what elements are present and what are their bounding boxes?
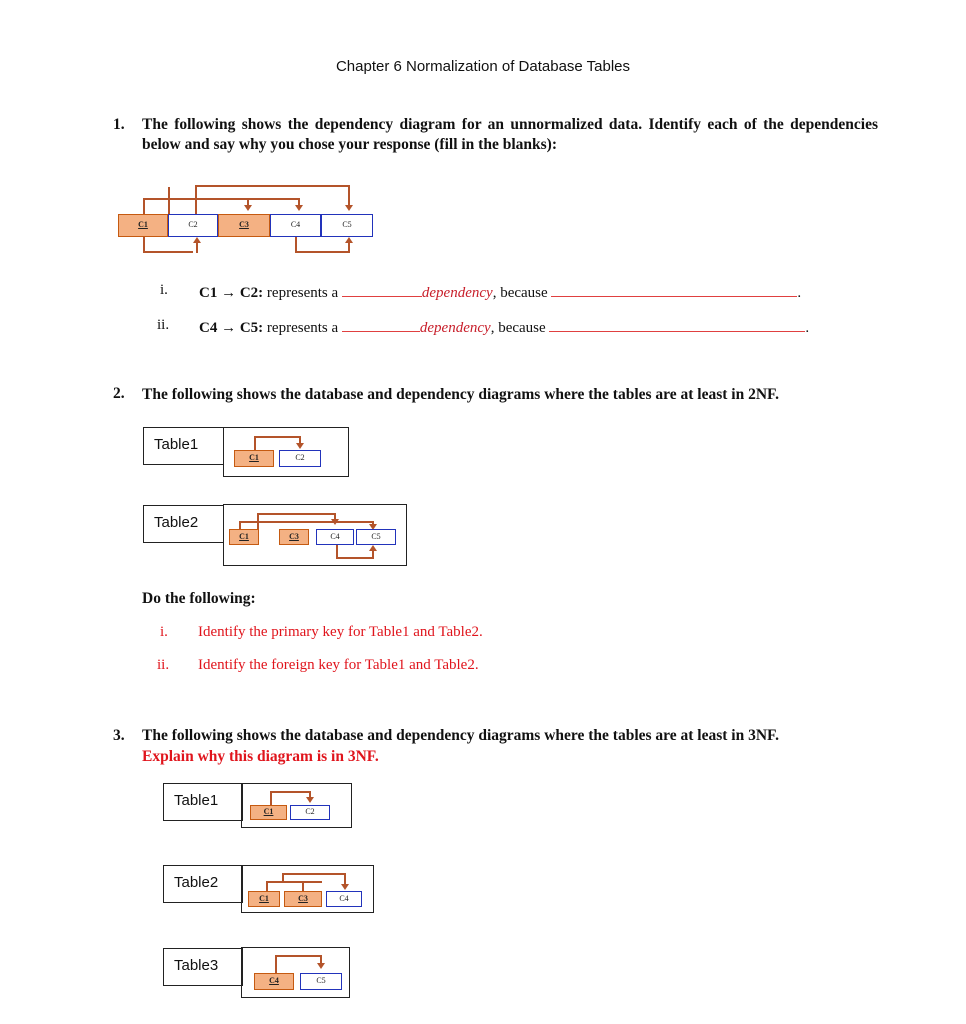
dependency-expression: C1 → C2: bbox=[199, 285, 264, 301]
column-cell: C1 bbox=[250, 805, 287, 820]
q1-item-roman: i. bbox=[160, 282, 168, 298]
column-cell: C4 bbox=[270, 214, 321, 237]
dep-line bbox=[275, 955, 277, 973]
dep-line bbox=[270, 791, 272, 805]
table2-label: Table2 bbox=[143, 505, 224, 543]
table3-label: Table3 bbox=[163, 948, 243, 986]
column-cell: C5 bbox=[356, 529, 396, 545]
dep-line bbox=[239, 521, 241, 529]
column-cell: C3 bbox=[218, 214, 270, 237]
arrow-down-icon bbox=[306, 797, 314, 803]
dep-line bbox=[336, 557, 374, 559]
table2-diagram bbox=[241, 865, 374, 913]
q3-explain: Explain why this diagram is in 3NF. bbox=[142, 748, 379, 765]
dependency-word: dependency bbox=[421, 285, 493, 301]
column-cell: C5 bbox=[300, 973, 342, 990]
blank-field[interactable] bbox=[551, 282, 797, 297]
arrow-up-icon bbox=[193, 237, 201, 243]
dep-line bbox=[195, 185, 350, 187]
column-cell: C1 bbox=[248, 891, 280, 907]
column-cell: C2 bbox=[168, 214, 218, 237]
column-cell: C1 bbox=[234, 450, 274, 467]
dep-line bbox=[143, 251, 193, 253]
dep-line bbox=[254, 436, 300, 438]
q1-number: 1. bbox=[113, 116, 125, 133]
dep-line bbox=[295, 251, 349, 253]
column-cell: C2 bbox=[290, 805, 330, 820]
arrow-down-icon bbox=[296, 443, 304, 449]
q3-number: 3. bbox=[113, 727, 125, 744]
task-text: Identify the primary key for Table1 and Table2. bbox=[198, 624, 483, 640]
dep-line bbox=[282, 873, 346, 875]
arrow-down-icon bbox=[295, 205, 303, 211]
column-cell: C4 bbox=[316, 529, 354, 545]
q1-item-line bbox=[199, 317, 809, 337]
task-roman: i. bbox=[160, 624, 168, 640]
dependency-word: dependency bbox=[419, 320, 491, 336]
dep-line bbox=[372, 551, 374, 559]
q2-text: The following shows the database and dependency diagrams where the tables are at least in 2NF. bbox=[142, 386, 779, 403]
q1-dependency-diagram bbox=[118, 183, 378, 263]
table2-label: Table2 bbox=[163, 865, 243, 903]
arrow-up-icon bbox=[345, 237, 353, 243]
represents-text: represents a bbox=[266, 320, 339, 336]
q3-text: The following shows the database and dependency diagrams where the tables are at least in 3NF. bbox=[142, 727, 779, 744]
arrow-down-icon bbox=[345, 205, 353, 211]
table1-label: Table1 bbox=[143, 427, 224, 465]
column-cell: C1 bbox=[118, 214, 168, 237]
dep-line bbox=[270, 791, 311, 793]
dep-line bbox=[302, 881, 304, 891]
period: . bbox=[805, 320, 810, 336]
column-cell: C5 bbox=[321, 214, 373, 237]
column-cell: C2 bbox=[279, 450, 321, 467]
do-following-heading: Do the following: bbox=[142, 590, 256, 607]
dep-line bbox=[143, 198, 145, 215]
arrow-up-icon bbox=[369, 545, 377, 551]
dep-line bbox=[196, 243, 198, 253]
q1-text: The following shows the dependency diagram for an unnormalized data. Identify each of the dependencies below and say why you chose your response (fill in the blanks): bbox=[142, 116, 878, 153]
dep-line bbox=[282, 873, 284, 881]
column-cell: C3 bbox=[279, 529, 309, 545]
dep-line bbox=[266, 881, 322, 883]
column-cell: C4 bbox=[326, 891, 362, 907]
dep-line bbox=[239, 521, 374, 523]
column-cell: C4 bbox=[254, 973, 294, 990]
column-cell: C3 bbox=[284, 891, 322, 907]
dep-line bbox=[254, 436, 256, 450]
dep-line bbox=[348, 243, 350, 253]
dep-line bbox=[257, 513, 336, 515]
page-title: Chapter 6 Normalization of Database Tables bbox=[335, 58, 631, 75]
arrow-down-icon bbox=[317, 963, 325, 969]
arrow-down-icon bbox=[244, 205, 252, 211]
represents-text: represents a bbox=[266, 285, 339, 301]
table2-diagram bbox=[223, 504, 407, 566]
arrow-down-icon bbox=[341, 884, 349, 890]
q1-item-roman: ii. bbox=[157, 317, 170, 333]
column-cell: C1 bbox=[229, 529, 259, 545]
because-text: , because bbox=[490, 320, 546, 336]
dep-line bbox=[195, 185, 197, 215]
dep-line bbox=[168, 187, 170, 215]
q1-item-line bbox=[199, 282, 801, 302]
blank-field[interactable] bbox=[342, 282, 422, 297]
task-roman: ii. bbox=[157, 657, 170, 673]
task-text: Identify the foreign key for Table1 and Table2. bbox=[198, 657, 479, 673]
dep-line bbox=[275, 955, 322, 957]
blank-field[interactable] bbox=[549, 317, 805, 332]
dep-line bbox=[143, 198, 300, 200]
dep-line bbox=[348, 185, 350, 206]
because-text: , because bbox=[492, 285, 548, 301]
table1-label: Table1 bbox=[163, 783, 243, 821]
table1-diagram bbox=[241, 783, 352, 828]
q2-number: 2. bbox=[113, 385, 125, 402]
table3-diagram bbox=[241, 947, 350, 998]
period: . bbox=[797, 285, 802, 301]
dependency-expression: C4 → C5: bbox=[199, 320, 264, 336]
blank-field[interactable] bbox=[342, 317, 420, 332]
table1-diagram bbox=[223, 427, 349, 477]
dep-line bbox=[266, 881, 268, 891]
